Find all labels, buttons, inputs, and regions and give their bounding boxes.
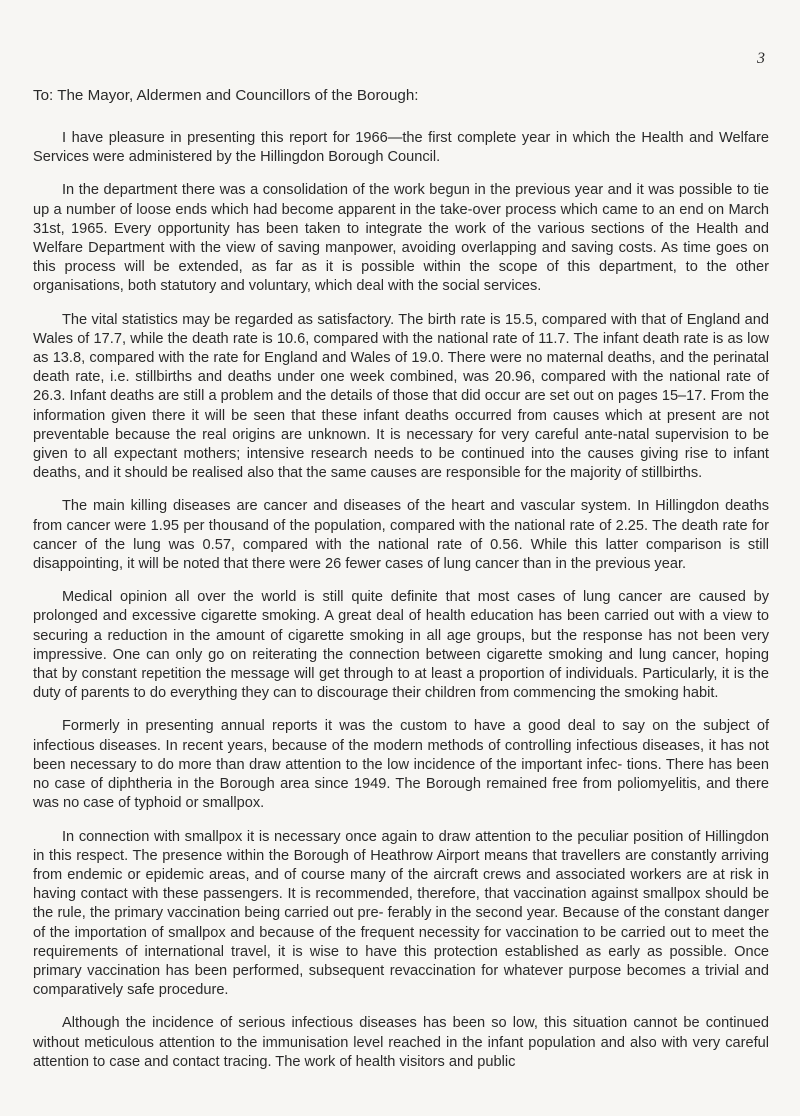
paragraph-introduction: I have pleasure in presenting this report for 1966—the first complete year in which the Health and Welfare Services were administered by the Hillingdon Borough Council. — [33, 130, 769, 166]
paragraph-smallpox: In connection with smallpox it is necessary once again to draw attention to the peculiar position of Hillingdon in this respect. The presence within the Borough of Heathrow Airport means that travellers are constantly arriving from endemic or epidemic areas, and of course many of the aircraft crews and associated workers are at risk in having contact with these passengers. It is recommended, therefore, that vaccination against smallpox should be the rule, the primary vaccination being carried out pre- ferably in the second year. Because of the constant danger of the importation of smallpox and because of the frequent necessity for vaccination to be carried out to meet the requirements of international travel, it is wise to have this protection established as early as possible. Once primary vaccination has been performed, subsequent revaccination for whatever purpose becomes a trivial and comparatively safe procedure. — [33, 828, 769, 999]
paragraph-killing-diseases: The main killing diseases are cancer and diseases of the heart and vascular system. In Hillingdon deaths from cancer were 1.95 per thousand of the population, compared with the national rate of 2.25. The death rate for cancer of the lung was 0.57, compared with the national rate of 0.56. While this latter comparison is still disappointing, it will be noted that there were 26 fewer cases of lung cancer than in the previous year. — [33, 498, 769, 573]
report-body — [33, 86, 769, 1086]
paragraph-lung-cancer-smoking: Medical opinion all over the world is still quite definite that most cases of lung cancer are caused by prolonged and excessive cigarette smoking. A great deal of health education has been carried out with a view to securing a reduction in the amount of cigarette smoking in all age groups, but the response has not been very impressive. One can only go on reiterating the connection between cigarette smoking and lung cancer, hoping that by constant repetition the message will get through to at least a proportion of individuals. Particularly, it is the duty of parents to do everything they can to discourage their children from commencing the smoking habit. — [33, 589, 769, 702]
paragraph-consolidation: In the department there was a consolidation of the work begun in the previous year and it was possible to tie up a number of loose ends which had become apparent in the take-over process which came to an end on March 31st, 1965. Every opportunity has been taken to integrate the work of the various sections of the Health and Welfare Department with the view of saving manpower, avoiding overlapping and saving costs. As time goes on this process will be extended, as far as it is possible within the scope of this department, to the other organisations, both statutory and voluntary, which deal with the social services. — [33, 182, 769, 295]
paragraph-infectious-diseases: Formerly in presenting annual reports it was the custom to have a good deal to say on the subject of infectious diseases. In recent years, because of the modern methods of controlling infectious diseases, it has not been necessary to do more than draw attention to the low incidence of the important infec- tions. There has been no case of diphtheria in the Borough area since 1949. The Borough remained free from poliomyelitis, and there was no case of typhoid or smallpox. — [33, 718, 769, 812]
page-number: 3 — [757, 50, 765, 67]
paragraph-immunisation: Although the incidence of serious infectious diseases has been so low, this situation cannot be continued without meticulous attention to the immunisation level reached in the infant population and also with very careful attention to case and contact tracing. The work of health visitors and public — [33, 1015, 769, 1070]
paragraph-vital-statistics: The vital statistics may be regarded as satisfactory. The birth rate is 15.5, compared with that of England and Wales of 17.7, while the death rate is 10.6, compared with the national rate of 11.7. The infant death rate is as low as 13.8, compared with the rate for England and Wales of 19.0. There were no maternal deaths, and the perinatal death rate, i.e. stillbirths and deaths under one week combined, was 20.96, compared with the national rate of 26.3. Infant deaths are still a problem and the details of those that did occur are set out on pages 15–17. From the information given there it will be seen that these infant deaths occurred from causes which at present are not preventable because the real origins are unknown. It is necessary for very careful ante-natal supervision to be given to all expectant mothers; intensive research needs to be continued into the causes giving rise to infant deaths, and it should be realised also that the same causes are responsible for the majority of stillbirths. — [33, 311, 769, 482]
salutation: To: The Mayor, Aldermen and Councillors of the Borough: — [33, 87, 419, 104]
